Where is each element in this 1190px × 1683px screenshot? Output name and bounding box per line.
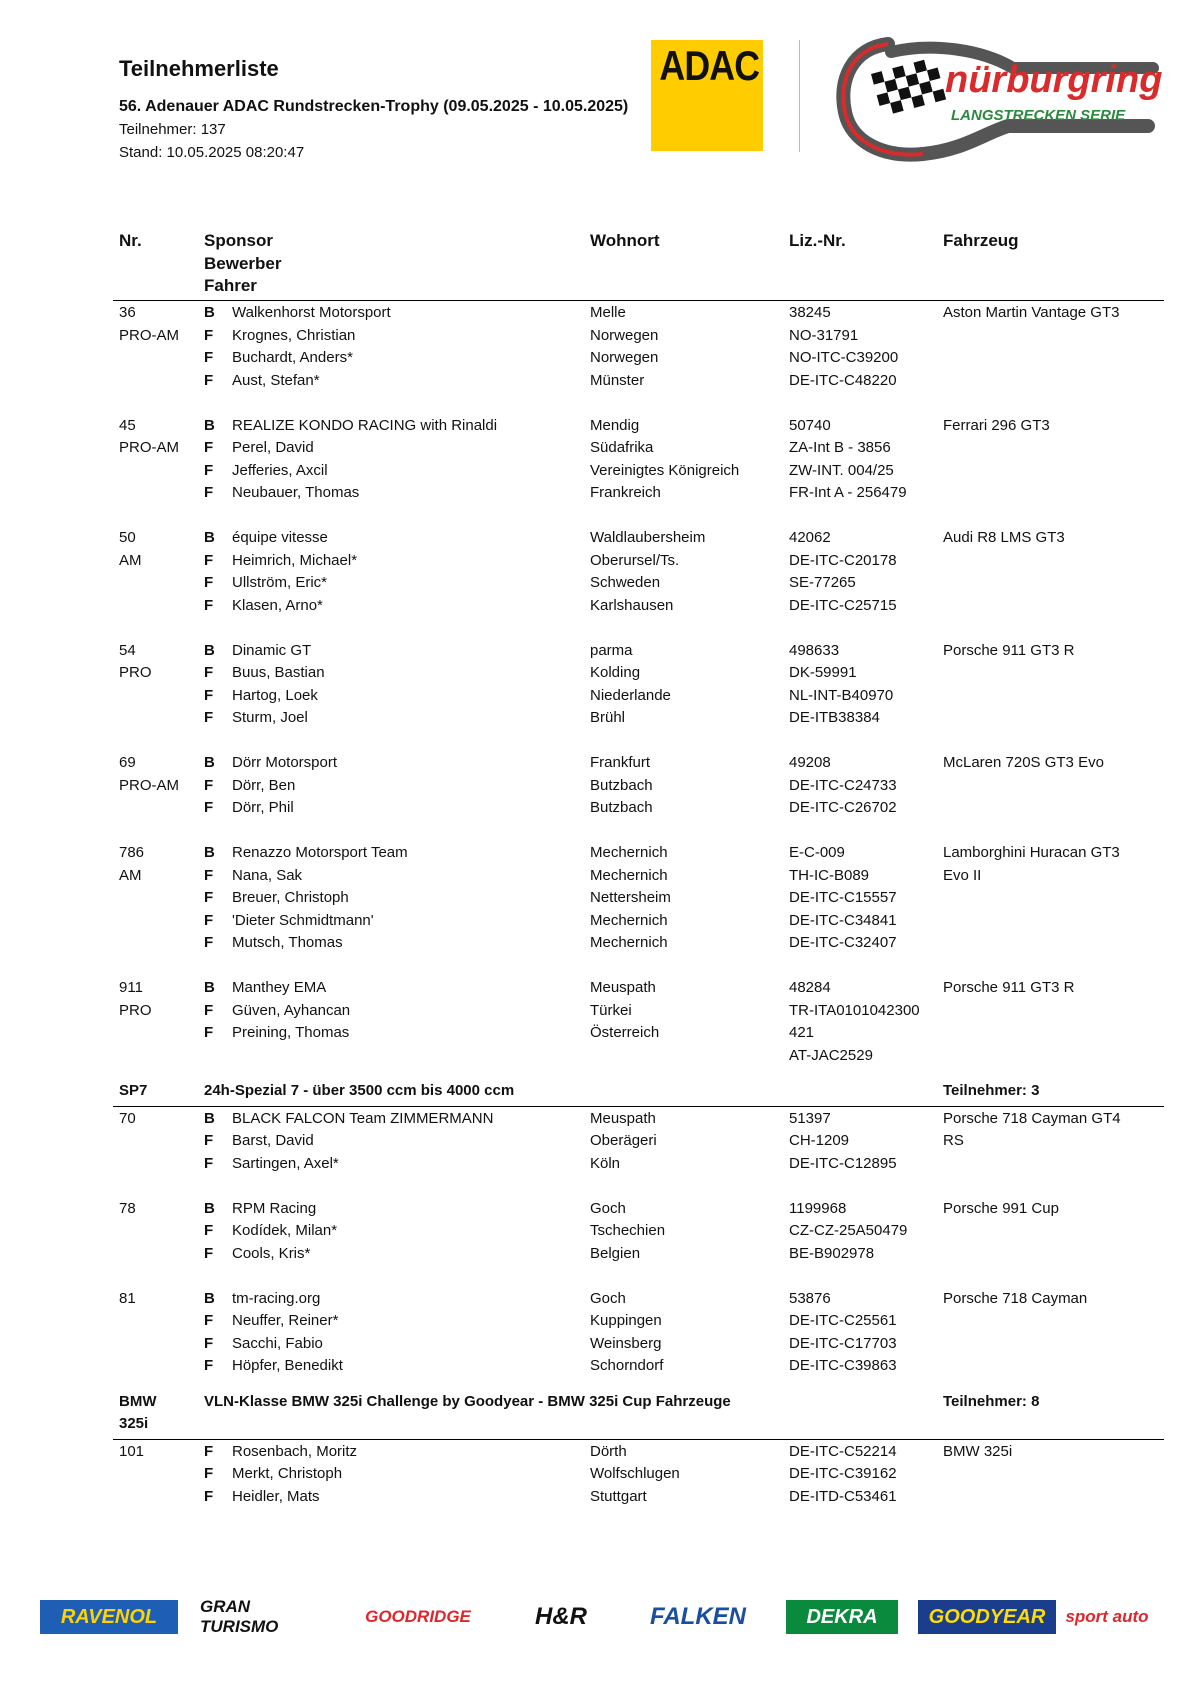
license-number: DE-ITC-C48220 xyxy=(789,371,897,389)
fahrer-marker: F xyxy=(204,866,214,884)
wohnort: Frankreich xyxy=(590,484,661,501)
class-code: 325i xyxy=(119,1415,149,1432)
sponsor-logo-text: FALKEN xyxy=(650,1603,746,1630)
driver-name: Perel, David xyxy=(232,439,314,456)
class-rule xyxy=(113,1439,1164,1440)
license-number: TR-ITA0101042300 xyxy=(789,1001,920,1019)
wohnort: Schorndorf xyxy=(590,1357,664,1374)
sponsor-logo xyxy=(200,1597,325,1636)
bewerber-name: RPM Racing xyxy=(232,1199,317,1217)
entry-number: 101 xyxy=(119,1442,145,1460)
wohnort: Mendig xyxy=(590,416,640,434)
license-number: DE-ITB38384 xyxy=(789,709,880,726)
nuerburgring-logo-text: nürburgring xyxy=(945,59,1163,101)
driver-name: Cools, Kris* xyxy=(232,1244,311,1262)
fahrer-marker: F xyxy=(204,911,214,929)
sponsor-logo-text: sport auto xyxy=(1065,1607,1149,1626)
fahrer-marker: F xyxy=(204,371,214,389)
driver-name: Preining, Thomas xyxy=(232,1024,350,1041)
driver-name: Merkt, Christoph xyxy=(232,1465,343,1482)
license-number: AT-JAC2529 xyxy=(789,1046,873,1064)
license-number: 49208 xyxy=(789,754,831,771)
sponsor-logo xyxy=(514,1600,608,1634)
wohnort: Stuttgart xyxy=(590,1487,647,1505)
sponsor-logo-text: GOODYEAR xyxy=(928,1605,1046,1628)
driver-name: Klasen, Arno* xyxy=(232,596,323,614)
wohnort: parma xyxy=(590,641,633,659)
license-number: ZA-Int B - 3856 xyxy=(789,439,891,456)
license-number: DE-ITC-C25561 xyxy=(789,1312,897,1329)
driver-name: Sartingen, Axel* xyxy=(232,1154,339,1172)
fahrer-marker: F xyxy=(204,776,214,794)
bewerber-marker: B xyxy=(204,754,215,771)
license-number: ZW-INT. 004/25 xyxy=(789,461,894,479)
wohnort: Brühl xyxy=(590,709,626,726)
fahrer-marker: F xyxy=(204,484,214,501)
fahrer-marker: F xyxy=(204,934,214,951)
driver-name: Buchardt, Anders* xyxy=(232,349,353,366)
vehicle: Porsche 991 Cup xyxy=(943,1199,1059,1217)
license-number: DE-ITC-C26702 xyxy=(789,799,897,816)
col-liz: Liz.-Nr. xyxy=(789,231,846,250)
license-number: DK-59991 xyxy=(789,664,857,681)
wohnort: Belgien xyxy=(590,1244,641,1262)
fahrer-marker: F xyxy=(204,439,214,456)
bewerber-marker: B xyxy=(204,979,215,996)
wohnort: Wolfschlugen xyxy=(590,1465,680,1482)
wohnort: Vereinigtes Königreich xyxy=(590,461,740,479)
col-sponsor: Sponsor xyxy=(204,231,273,250)
entry-class: PRO-AM xyxy=(119,776,179,794)
entry-number: 911 xyxy=(119,979,143,996)
entry-number: 50 xyxy=(119,529,136,546)
license-number: 498633 xyxy=(789,641,840,659)
bewerber-name: Manthey EMA xyxy=(232,979,327,996)
wohnort: Butzbach xyxy=(590,776,653,794)
wohnort: Weinsberg xyxy=(590,1334,662,1352)
fahrer-marker: F xyxy=(204,1154,214,1172)
driver-name: Barst, David xyxy=(232,1132,314,1149)
stand-timestamp: Stand: 10.05.2025 08:20:47 xyxy=(119,144,305,161)
license-number: 51397 xyxy=(789,1109,831,1127)
wohnort: Kuppingen xyxy=(590,1312,662,1329)
sponsor-logo-text: DEKRA xyxy=(806,1605,878,1628)
license-number: DE-ITC-C39162 xyxy=(789,1465,897,1482)
bewerber-marker: B xyxy=(204,304,215,321)
sponsor-logo xyxy=(918,1600,1056,1634)
driver-name: Krognes, Christian xyxy=(232,326,356,344)
license-number: 421 xyxy=(789,1024,815,1041)
sponsor-logo-text: RAVENOL xyxy=(60,1605,158,1628)
fahrer-marker: F xyxy=(204,349,214,366)
driver-name: Ullström, Eric* xyxy=(232,574,328,591)
vehicle: BMW 325i xyxy=(943,1442,1013,1460)
sponsor-logo xyxy=(1062,1600,1152,1634)
fahrer-marker: F xyxy=(204,1465,214,1482)
license-number: DE-ITC-C24733 xyxy=(789,776,897,794)
col-nr: Nr. xyxy=(119,231,142,250)
wohnort: Tschechien xyxy=(590,1222,666,1239)
wohnort: Goch xyxy=(590,1289,626,1307)
wohnort: Mechernich xyxy=(590,866,668,884)
entry-class: PRO xyxy=(119,664,152,681)
fahrer-marker: F xyxy=(204,1312,214,1329)
driver-name: Rosenbach, Moritz xyxy=(232,1442,358,1460)
fahrer-marker: F xyxy=(204,1442,214,1460)
fahrer-marker: F xyxy=(204,1487,214,1505)
license-number: DE-ITC-C52214 xyxy=(789,1442,897,1460)
bewerber-name: BLACK FALCON Team ZIMMERMANN xyxy=(232,1109,494,1127)
entry-class: PRO-AM xyxy=(119,439,179,456)
license-number: DE-ITC-C34841 xyxy=(789,911,897,929)
license-number: 42062 xyxy=(789,529,831,546)
fahrer-marker: F xyxy=(204,596,214,614)
driver-name: Jefferies, Axcil xyxy=(232,461,328,479)
fahrer-marker: F xyxy=(204,551,214,569)
entry-class: AM xyxy=(119,866,142,884)
entry-class: AM xyxy=(119,551,142,569)
license-number: DE-ITC-C17703 xyxy=(789,1334,897,1352)
wohnort: Goch xyxy=(590,1199,626,1217)
fahrer-marker: F xyxy=(204,461,214,479)
driver-name: Nana, Sak xyxy=(232,866,303,884)
wohnort: Kolding xyxy=(590,664,641,681)
bewerber-marker: B xyxy=(204,1109,215,1127)
driver-name: Dörr, Ben xyxy=(232,776,296,794)
wohnort: Mechernich xyxy=(590,934,668,951)
license-number: CH-1209 xyxy=(789,1132,850,1149)
vehicle: Ferrari 296 GT3 xyxy=(943,416,1050,434)
bewerber-name: équipe vitesse xyxy=(232,529,328,546)
sponsor-logo-text: GOODRIDGE xyxy=(365,1607,471,1626)
fahrer-marker: F xyxy=(204,326,214,344)
class-description: VLN-Klasse BMW 325i Challenge by Goodyear - BMW 325i Cup Fahrzeuge xyxy=(204,1392,731,1410)
license-number: DE-ITD-C53461 xyxy=(789,1487,897,1505)
license-number: 53876 xyxy=(789,1289,831,1307)
bewerber-marker: B xyxy=(204,416,215,434)
driver-name: Mutsch, Thomas xyxy=(232,934,343,951)
fahrer-marker: F xyxy=(204,1001,214,1019)
bewerber-name: Dinamic GT xyxy=(232,641,312,659)
wohnort: Niederlande xyxy=(590,686,671,704)
entry-number: 69 xyxy=(119,754,136,771)
entry-number: 54 xyxy=(119,641,136,659)
driver-name: Neuffer, Reiner* xyxy=(232,1312,339,1329)
vehicle: Aston Martin Vantage GT3 xyxy=(943,304,1120,321)
wohnort: Dörth xyxy=(590,1442,627,1460)
participant-count: Teilnehmer: 137 xyxy=(119,121,226,138)
license-number: DE-ITC-C20178 xyxy=(789,551,897,569)
driver-name: Heidler, Mats xyxy=(232,1487,320,1505)
event-name: 56. Adenauer ADAC Rundstrecken-Trophy (09.05.2025 - 10.05.2025) xyxy=(119,98,629,115)
license-number: DE-ITC-C32407 xyxy=(789,934,897,951)
vehicle: Porsche 911 GT3 R xyxy=(943,641,1075,659)
license-number: DE-ITC-C12895 xyxy=(789,1154,897,1172)
driver-name: Buus, Bastian xyxy=(232,664,325,681)
bewerber-name: Walkenhorst Motorsport xyxy=(232,304,391,321)
bewerber-name: tm-racing.org xyxy=(232,1289,321,1307)
driver-name: Neubauer, Thomas xyxy=(232,484,360,501)
wohnort: Köln xyxy=(590,1154,621,1172)
wohnort: Waldlaubersheim xyxy=(590,529,706,546)
vehicle: McLaren 720S GT3 Evo xyxy=(943,754,1104,771)
entry-class: PRO xyxy=(119,1001,152,1019)
class-rule xyxy=(113,1106,1164,1107)
license-number: DE-ITC-C39863 xyxy=(789,1357,897,1374)
page-title: Teilnehmerliste xyxy=(119,56,279,81)
entry-number: 45 xyxy=(119,416,136,434)
fahrer-marker: F xyxy=(204,686,214,704)
fahrer-marker: F xyxy=(204,1244,214,1262)
wohnort: Norwegen xyxy=(590,349,659,366)
bewerber-marker: B xyxy=(204,641,215,659)
vehicle: Porsche 718 Cayman xyxy=(943,1289,1088,1307)
license-number: NO-31791 xyxy=(789,326,859,344)
fahrer-marker: F xyxy=(204,1357,214,1374)
sponsor-logo xyxy=(632,1600,764,1634)
entry-number: 36 xyxy=(119,304,136,321)
col-fahrer: Fahrer xyxy=(204,276,257,295)
vehicle: Evo II xyxy=(943,866,982,884)
fahrer-marker: F xyxy=(204,1132,214,1149)
wohnort: Oberägeri xyxy=(590,1132,657,1149)
fahrer-marker: F xyxy=(204,889,214,906)
wohnort: Schweden xyxy=(590,574,661,591)
sponsor-logo xyxy=(40,1600,178,1634)
driver-name: Hartog, Loek xyxy=(232,686,318,704)
driver-name: 'Dieter Schmidtmann' xyxy=(232,911,374,929)
col-bewerber: Bewerber xyxy=(204,253,282,273)
class-code: SP7 xyxy=(119,1082,148,1099)
bewerber-marker: B xyxy=(204,844,215,861)
fahrer-marker: F xyxy=(204,1334,214,1352)
wohnort: Münster xyxy=(590,371,645,389)
wohnort: Norwegen xyxy=(590,326,659,344)
license-number: 48284 xyxy=(789,979,831,996)
license-number: E-C-009 xyxy=(789,844,845,861)
sponsor-strip xyxy=(0,1590,1190,1650)
wohnort: Türkei xyxy=(590,1001,632,1019)
license-number: FR-Int A - 256479 xyxy=(789,484,907,501)
wohnort: Österreich xyxy=(590,1024,660,1041)
wohnort: Karlshausen xyxy=(590,596,674,614)
logo-divider xyxy=(799,40,800,152)
driver-name: Breuer, Christoph xyxy=(232,889,349,906)
entry-number: 78 xyxy=(119,1199,136,1217)
wohnort: Südafrika xyxy=(590,439,654,456)
wohnort: Meuspath xyxy=(590,1109,656,1127)
license-number: NL-INT-B40970 xyxy=(789,686,894,704)
entry-number: 81 xyxy=(119,1289,136,1307)
fahrer-marker: F xyxy=(204,1222,214,1239)
class-code: BMW xyxy=(119,1392,157,1410)
class-participant-count: Teilnehmer: 3 xyxy=(943,1082,1040,1099)
bewerber-marker: B xyxy=(204,1199,215,1217)
fahrer-marker: F xyxy=(204,709,214,726)
bewerber-name: Dörr Motorsport xyxy=(232,754,338,771)
fahrer-marker: F xyxy=(204,574,214,591)
license-number: NO-ITC-C39200 xyxy=(789,349,899,366)
bewerber-marker: B xyxy=(204,529,215,546)
col-fahrzeug: Fahrzeug xyxy=(943,231,1019,250)
sponsor-logo-text: GRAN TURISMO xyxy=(200,1597,279,1636)
vehicle: Porsche 718 Cayman GT4 xyxy=(943,1109,1121,1127)
entry-number: 70 xyxy=(119,1109,136,1127)
wohnort: Butzbach xyxy=(590,799,653,816)
license-number: CZ-CZ-25A50479 xyxy=(789,1222,908,1239)
wohnort: Frankfurt xyxy=(590,754,651,771)
driver-name: Dörr, Phil xyxy=(232,799,294,816)
entry-number: 786 xyxy=(119,844,145,861)
fahrer-marker: F xyxy=(204,664,214,681)
col-wohnort: Wohnort xyxy=(590,231,660,250)
license-number: 1199968 xyxy=(789,1199,847,1217)
sponsor-logo-text: H&R xyxy=(535,1603,587,1630)
vehicle: RS xyxy=(943,1132,964,1149)
wohnort: Meuspath xyxy=(590,979,656,996)
license-number: DE-ITC-C15557 xyxy=(789,889,897,906)
driver-name: Kodídek, Milan* xyxy=(232,1222,338,1239)
adac-logo xyxy=(651,40,763,151)
bewerber-name: REALIZE KONDO RACING with Rinaldi xyxy=(232,416,498,434)
driver-name: Aust, Stefan* xyxy=(232,371,320,389)
sponsor-logo xyxy=(342,1600,494,1634)
vehicle: Audi R8 LMS GT3 xyxy=(943,529,1065,546)
entry-class: PRO-AM xyxy=(119,326,179,344)
adac-logo-text: ADAC xyxy=(659,42,760,89)
bewerber-marker: B xyxy=(204,1289,215,1307)
fahrer-marker: F xyxy=(204,799,214,816)
license-number: 50740 xyxy=(789,416,831,434)
license-number: TH-IC-B089 xyxy=(789,866,870,884)
bewerber-name: Renazzo Motorsport Team xyxy=(232,844,408,861)
license-number: DE-ITC-C25715 xyxy=(789,596,897,614)
wohnort: Melle xyxy=(590,304,626,321)
sponsor-logo xyxy=(786,1600,898,1634)
wohnort: Nettersheim xyxy=(590,889,671,906)
nuerburgring-logo-sub: LANGSTRECKEN SERIE xyxy=(951,107,1126,124)
license-number: 38245 xyxy=(789,304,831,321)
driver-name: Sturm, Joel xyxy=(232,709,308,726)
driver-name: Heimrich, Michael* xyxy=(232,551,358,569)
license-number: SE-77265 xyxy=(789,574,856,591)
class-description: 24h-Spezial 7 - über 3500 ccm bis 4000 ccm xyxy=(204,1082,515,1099)
wohnort: Mechernich xyxy=(590,911,668,929)
header-rule xyxy=(113,300,1164,301)
license-number: BE-B902978 xyxy=(789,1244,875,1262)
nuerburgring-logo xyxy=(833,34,1163,162)
driver-name: Höpfer, Benedikt xyxy=(232,1357,343,1374)
fahrer-marker: F xyxy=(204,1024,214,1041)
vehicle: Porsche 911 GT3 R xyxy=(943,979,1075,996)
wohnort: Oberursel/Ts. xyxy=(590,551,680,569)
vehicle: Lamborghini Huracan GT3 xyxy=(943,844,1120,861)
driver-name: Sacchi, Fabio xyxy=(232,1334,323,1352)
driver-name: Güven, Ayhancan xyxy=(232,1001,351,1019)
class-participant-count: Teilnehmer: 8 xyxy=(943,1392,1040,1410)
wohnort: Mechernich xyxy=(590,844,668,861)
